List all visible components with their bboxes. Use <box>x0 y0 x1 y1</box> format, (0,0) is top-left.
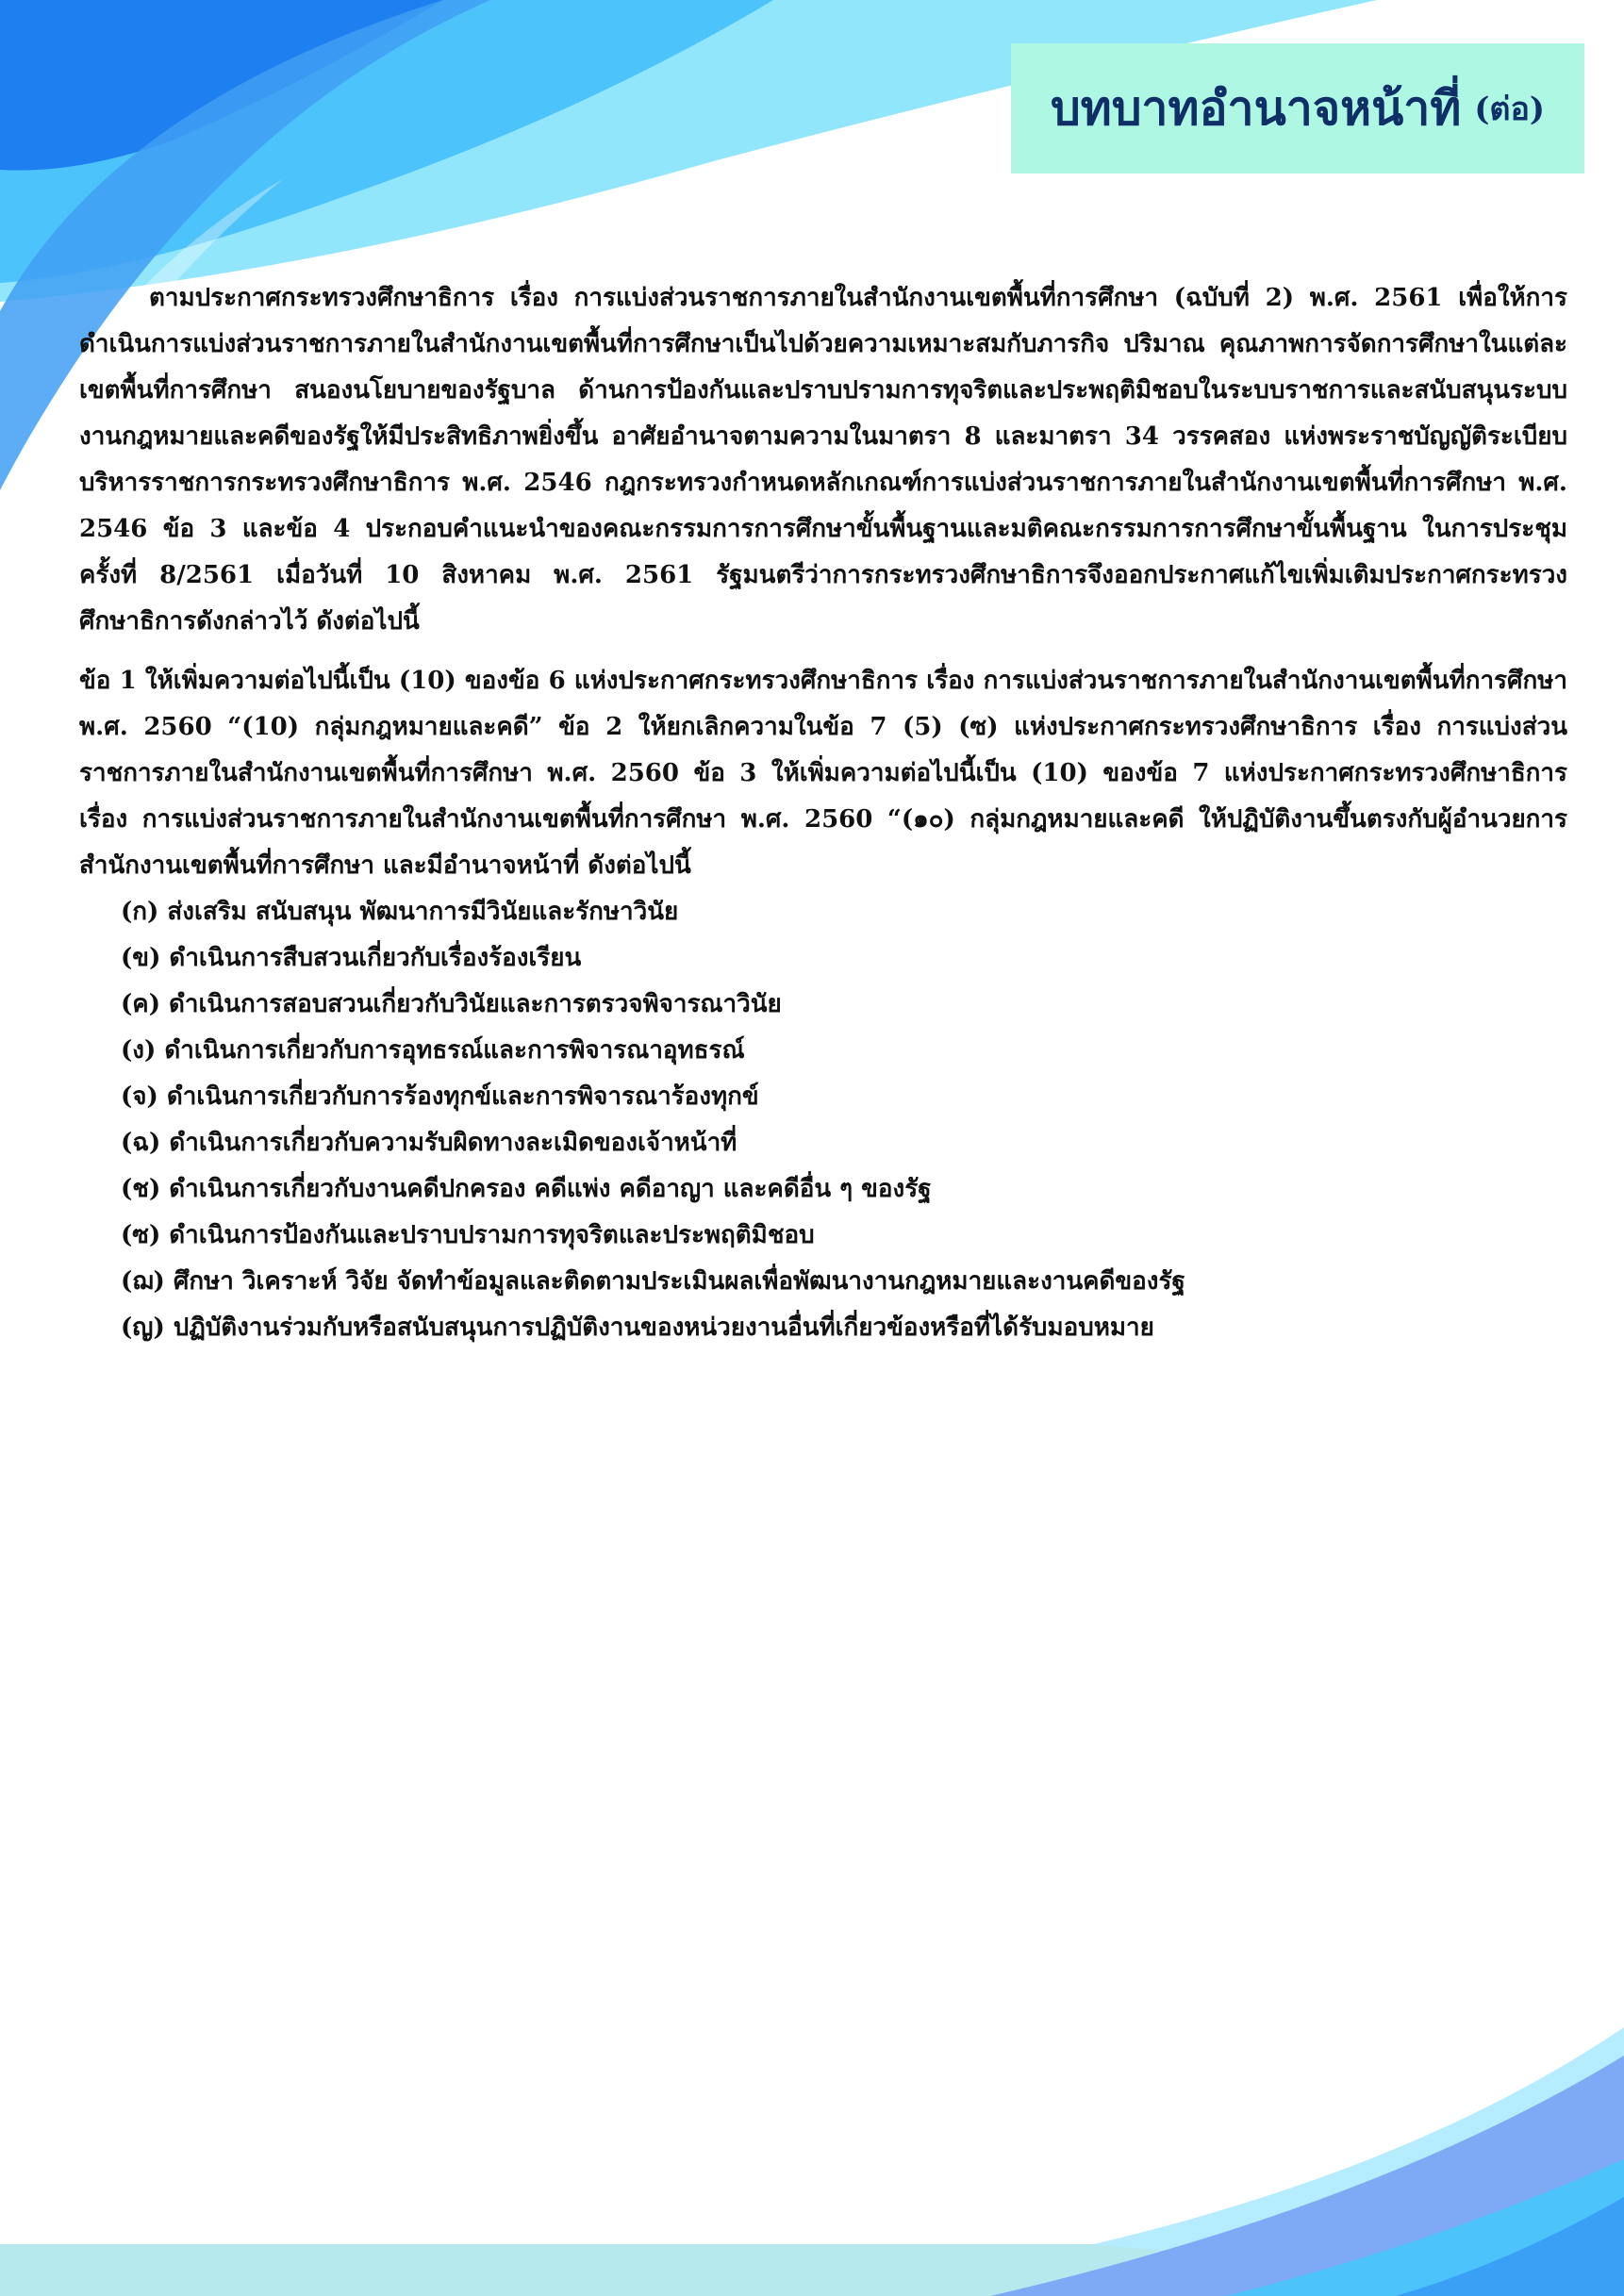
list-item: (ญ) ปฏิบัติงานร่วมกับหรือสนับสนุนการปฏิบัติงานของหน่วยงานอื่นที่เกี่ยวข้องหรือที่ได้รับมอบหมาย <box>121 1313 1154 1342</box>
list-item: (ฌ) ศึกษา วิเคราะห์ วิจัย จัดทำข้อมูลและติดตามประเมินผลเพื่อพัฒนางานกฎหมายและงานคดีของรัฐ <box>121 1267 1185 1296</box>
page-title: บทบาทอำนาจหน้าที่ <box>1051 79 1462 136</box>
document-body <box>79 275 1567 1351</box>
list-item: (ข) ดำเนินการสืบสวนเกี่ยวกับเรื่องร้องเรียน <box>121 944 582 972</box>
duties-list <box>79 889 1567 1351</box>
list-item: (ช) ดำเนินการเกี่ยวกับงานคดีปกครอง คดีแพ่ง คดีอาญา และคดีอื่น ๆ ของรัฐ <box>121 1175 932 1203</box>
clause-paragraph: ข้อ 1 ให้เพิ่มความต่อไปนี้เป็น (10) ของข้อ 6 แห่งประกาศกระทรวงศึกษาธิการ เรื่อง การแบ่งส่วนราชการภายในสำนักงานเขตพื้นที่การศึกษา พ.ศ. 2560 “(10) กลุ่มกฎหมายและคดี” ข้อ 2 ให้ยกเลิกความในข้อ 7 (5) (ซ) แห่งประกาศกระทรวงศึกษาธิการ เรื่อง การแบ่งส่วนราชการภายในสำนักงานเขตพื้นที่การศึกษา พ.ศ. 2560 ข้อ 3 ให้เพิ่มความต่อไปนี้เป็น (10) ของข้อ 7 แห่งประกาศกระทรวงศึกษาธิการ เรื่อง การแบ่งส่วนราชการภายในสำนักงานเขตพื้นที่การศึกษา พ.ศ. 2560 “(๑๐) กลุ่มกฎหมายและคดี ให้ปฏิบัติงานขึ้นตรงกับผู้อำนวยการสำนักงานเขตพื้นที่การศึกษา และมีอำนาจหน้าที่ ดังต่อไปนี้ <box>79 667 1567 880</box>
list-item: (ฉ) ดำเนินการเกี่ยวกับความรับผิดทางละเมิดของเจ้าหน้าที่ <box>121 1129 737 1157</box>
page-subtitle: (ต่อ) <box>1474 91 1545 128</box>
intro-paragraph: ตามประกาศกระทรวงศึกษาธิการ เรื่อง การแบ่งส่วนราชการภายในสำนักงานเขตพื้นที่การศึกษา (ฉบับที่ 2) พ.ศ. 2561 เพื่อให้การดำเนินการแบ่งส่วนราชการภายในสำนักงานเขตพื้นที่การศึกษาเป็นไปด้วยความเหมาะสมกับภารกิจ ปริมาณ คุณภาพการจัดการศึกษาในแต่ละเขตพื้นที่การศึกษา สนองนโยบายของรัฐบาล ด้านการป้องกันและปราบปรามการทุจริตและประพฤติมิชอบในระบบราชการและสนับสนุนระบบ งานกฎหมายและคดีของรัฐให้มีประสิทธิภาพยิ่งขึ้น อาศัยอำนาจตามความในมาตรา 8 และมาตรา 34 วรรคสอง แห่งพระราชบัญญัติระเบียบบริหารราชการกระทรวงศึกษาธิการ พ.ศ. 2546 กฎกระทรวงกำหนดหลักเกณฑ์การแบ่งส่วนราชการภายในสำนักงานเขตพื้นที่การศึกษา พ.ศ. 2546 ข้อ 3 และข้อ 4 ประกอบคำแนะนำของคณะกรรมการการศึกษาขั้นพื้นฐานและมติคณะกรรมการการศึกษาขั้นพื้นฐาน ในการประชุมครั้งที่ 8/2561 เมื่อวันที่ 10 สิงหาคม พ.ศ. 2561 รัฐมนตรีว่าการกระทรวงศึกษาธิการจึงออกประกาศแก้ไขเพิ่มเติมประกาศกระทรวงศึกษาธิการดังกล่าวไว้ ดังต่อไปนี้ <box>79 284 1567 636</box>
page-title-box <box>1011 43 1584 173</box>
list-item: (ก) ส่งเสริม สนับสนุน พัฒนาการมีวินัยและรักษาวินัย <box>121 898 679 926</box>
list-item: (ซ) ดำเนินการป้องกันและปราบปรามการทุจริตและประพฤติมิชอบ <box>121 1221 815 1249</box>
list-item: (ค) ดำเนินการสอบสวนเกี่ยวกับวินัยและการตรวจพิจารณาวินัย <box>121 990 782 1018</box>
list-item: (จ) ดำเนินการเกี่ยวกับการร้องทุกข์และการพิจารณาร้องทุกข์ <box>121 1082 759 1111</box>
list-item: (ง) ดำเนินการเกี่ยวกับการอุทธรณ์และการพิจารณาอุทธรณ์ <box>121 1036 745 1065</box>
